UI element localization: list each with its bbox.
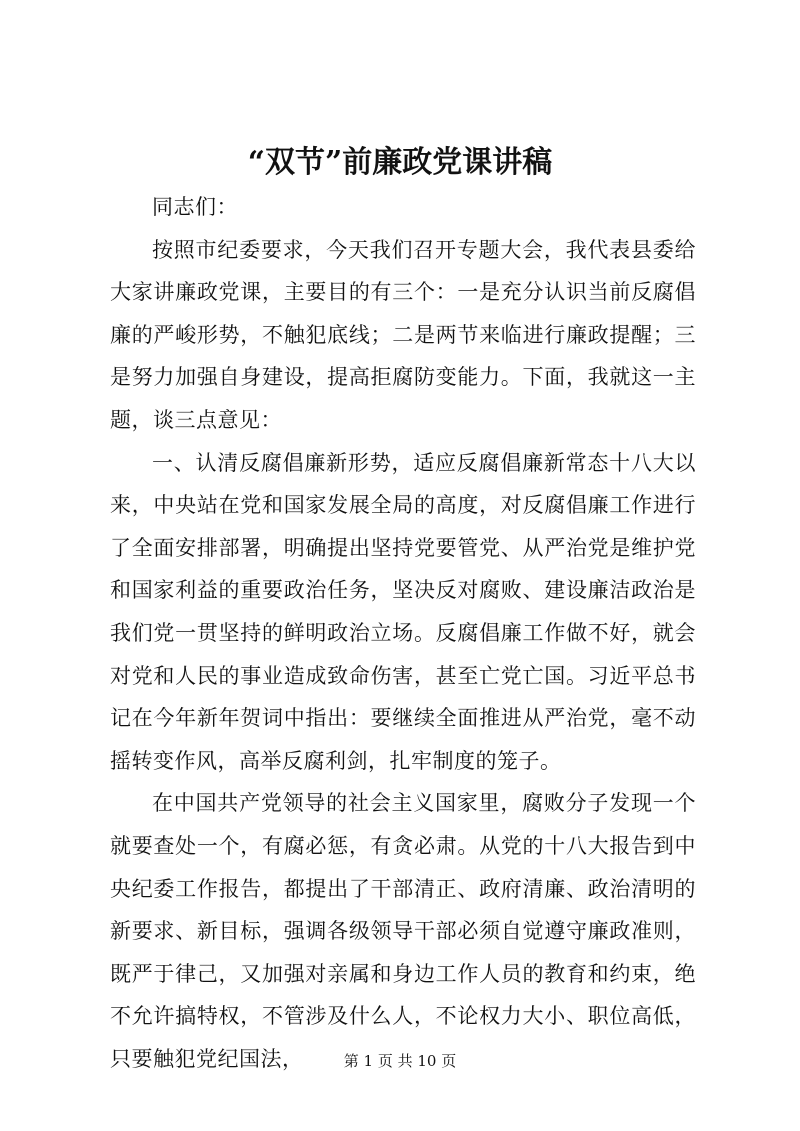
page-number-label: 第 1 页 共 10 页: [343, 1052, 457, 1070]
paragraph-salutation: 同志们：: [152, 195, 238, 219]
document-body: [110, 186, 696, 1080]
page-footer: [0, 1050, 800, 1072]
document-title: “双节”前廉政党课讲稿: [247, 145, 553, 180]
paragraph-discipline: 在中国共产党领导的社会主义国家里，腐败分子发现一个就要查处一个，有腐必惩，有贪必肃。从党的十八大报告到中央纪委工作报告，都提出了干部清正、政府清廉、政治清明的新要求、新目标，强调各级领导干部必须自觉遵守廉政准则，既严于律己，又加强对亲属和身边工作人员的教育和约束，绝不允许搞特权，不管涉及什么人，不论权力大小、职位高低，只要触犯党纪国法，: [110, 791, 696, 1071]
paragraph-intro: 按照市纪委要求，今天我们召开专题大会，我代表县委给大家讲廉政党课，主要目的有三个：一是充分认识当前反腐倡廉的严峻形势，不触犯底线；二是两节来临进行廉政提醒；三是努力加强自身建设，提高拒腐防变能力。下面，我就这一主题，谈三点意见：: [110, 237, 696, 432]
paragraph-section-one: 一、认清反腐倡廉新形势，适应反腐倡廉新常态十八大以来，中央站在党和国家发展全局的高度，对反腐倡廉工作进行了全面安排部署，明确提出坚持党要管党、从严治党是维护党和国家利益的重要政治任务，坚决反对腐败、建设廉洁政治是我们党一贯坚持的鲜明政治立场。反腐倡廉工作做不好，就会对党和人民的事业造成致命伤害，甚至亡党亡国。习近平总书记在今年新年贺词中指出：要继续全面推进从严治党，毫不动摇转变作风，高举反腐利剑，扎牢制度的笼子。: [110, 450, 696, 773]
